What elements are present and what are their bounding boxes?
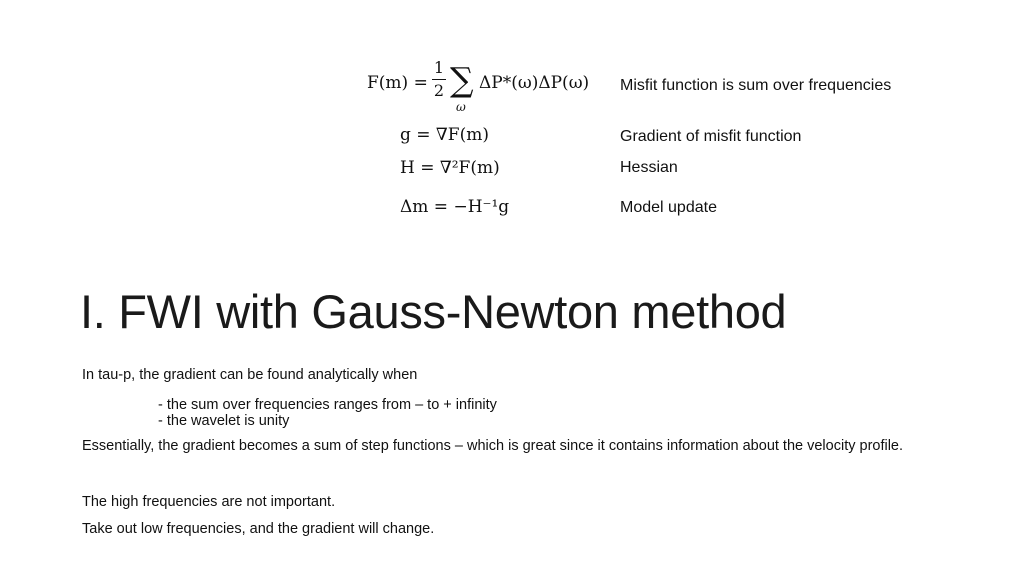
intro-text: In tau-p, the gradient can be found analytically when <box>82 367 418 383</box>
sum-index: ω <box>456 100 466 114</box>
high-frequencies-text: The high frequencies are not important. <box>82 494 336 510</box>
model-update-equation: Δm = −H⁻¹g <box>400 197 510 217</box>
sum-symbol: ∑ <box>450 60 474 99</box>
hessian-description: Hessian <box>620 159 678 176</box>
gradient-description: Gradient of misfit function <box>620 128 802 145</box>
model-update-description: Model update <box>620 199 717 216</box>
low-frequencies-text: Take out low frequencies, and the gradient will change. <box>82 521 435 537</box>
hessian-equation: H = ∇²F(m) <box>400 158 500 178</box>
fraction-bar <box>432 79 446 80</box>
essentially-text: Essentially, the gradient becomes a sum of step functions – which is great since it contains information about the velocity profile. <box>82 438 904 454</box>
fraction-denominator: 2 <box>433 81 445 100</box>
condition-item: - the sum over frequencies ranges from – to + infinity <box>158 397 497 413</box>
misfit-description: Misfit function is sum over frequencies <box>620 77 892 94</box>
condition-item: - the wavelet is unity <box>158 413 290 429</box>
gradient-equation: g = ∇F(m) <box>400 125 489 145</box>
conditions-list <box>158 397 497 429</box>
misfit-equation-lhs: F(m) = <box>367 73 428 93</box>
half-fraction <box>432 59 446 100</box>
slide-title: I. FWI with Gauss-Newton method <box>80 285 787 338</box>
fraction-numerator: 1 <box>433 58 445 77</box>
misfit-equation-rhs: ΔP*(ω)ΔP(ω) <box>479 73 590 93</box>
